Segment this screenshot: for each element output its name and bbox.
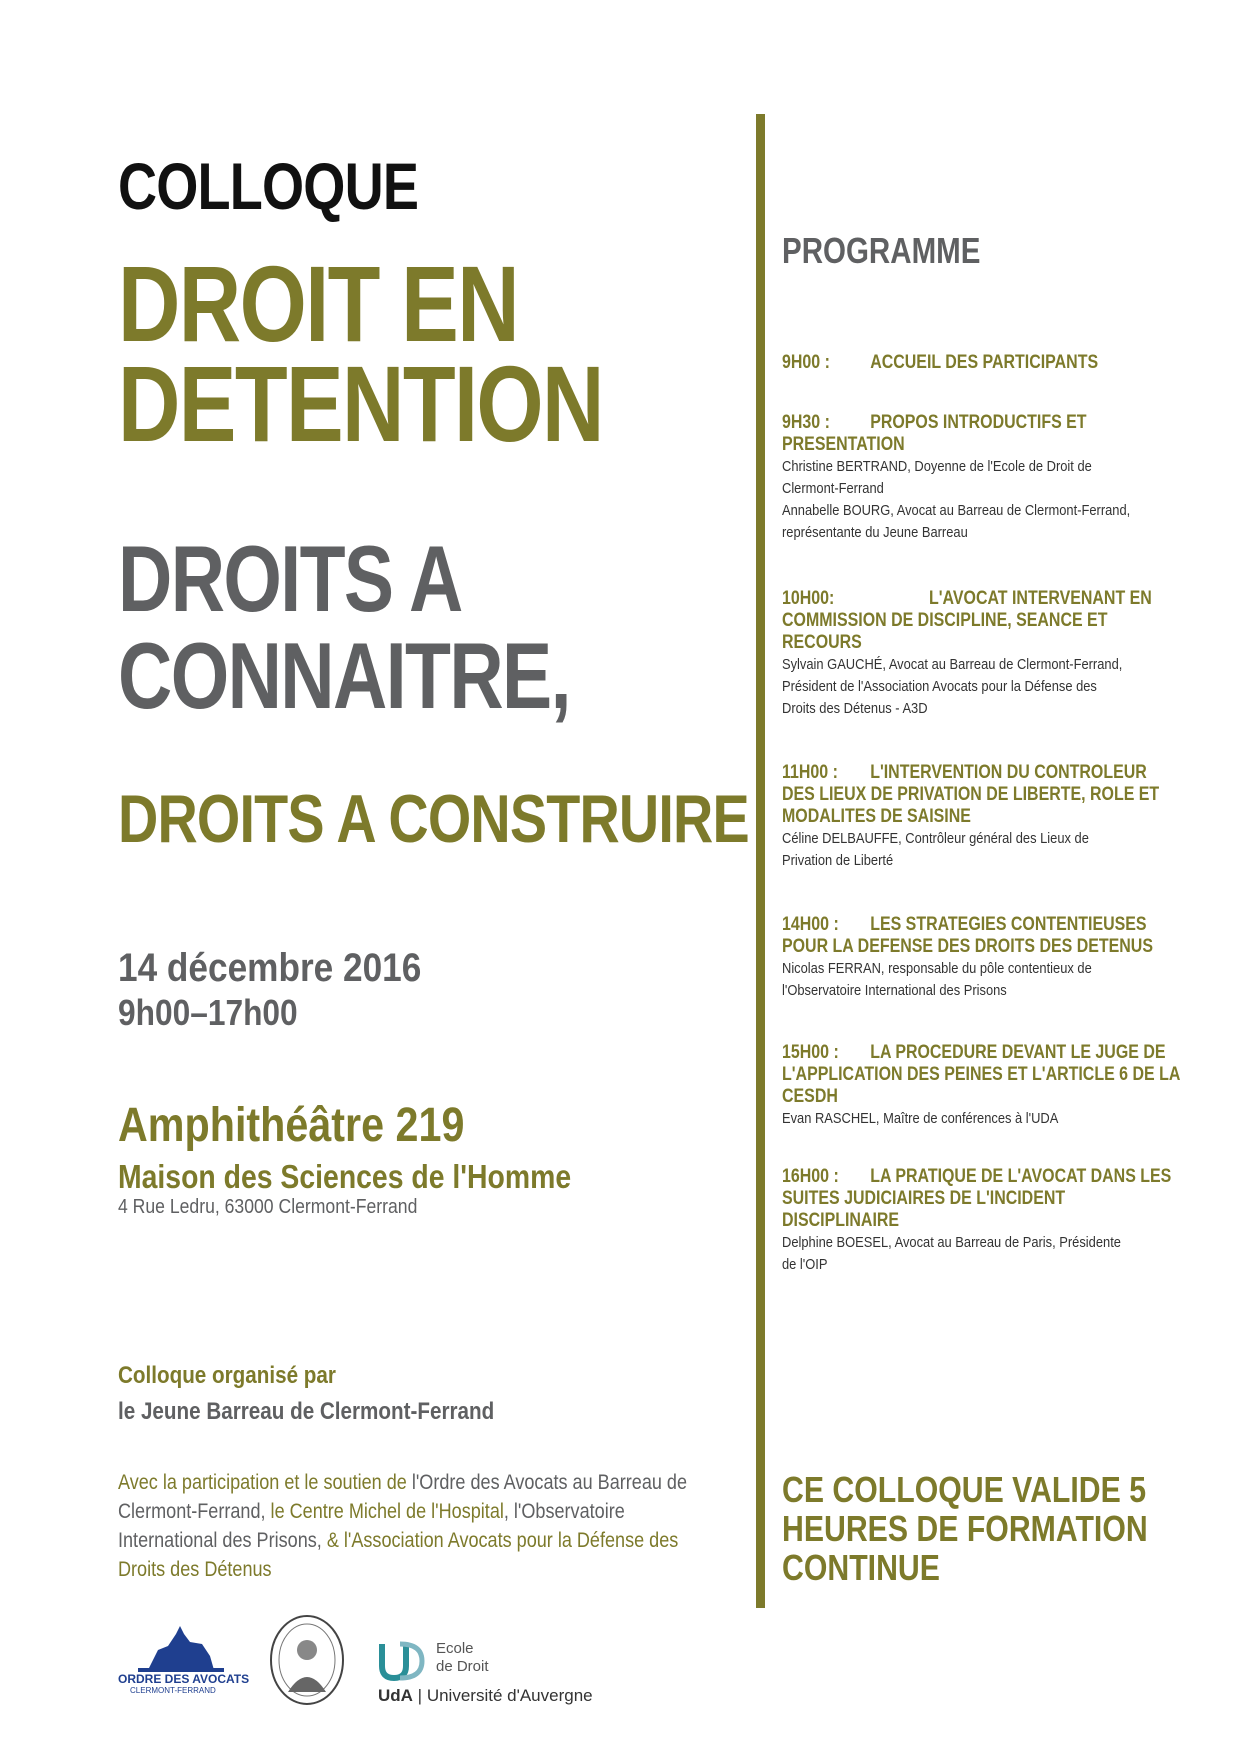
item-head-line [782,914,1152,936]
main-title-line-2: DETENTION [118,343,603,464]
programme-item-1100 [782,762,1222,872]
programme-item-1500 [782,1042,1222,1130]
item-time: 11H00 : [782,762,838,783]
organizer-label: Colloque organisé par [118,1362,336,1389]
support-paragraph [118,1468,758,1584]
item-head-line [782,412,1152,434]
event-hours: 9h00–17h00 [118,992,298,1033]
support-line-4: Droits des Détenus [118,1558,272,1581]
item-speaker: Delphine BOESEL, Avocat au Barreau de Paris, Présidente [782,1234,1121,1251]
item-title: L'APPLICATION DES PEINES ET L'ARTICLE 6 DE LA [782,1064,1181,1085]
item-title: DISCIPLINAIRE [782,1210,900,1231]
uda-short: UdA [378,1686,413,1705]
item-time: 9H30 : [782,412,830,433]
validation-line: HEURES DE FORMATION [782,1508,1148,1549]
ordre-label: ORDRE DES AVOCATS [118,1672,250,1686]
support-line-1 [118,1468,688,1497]
item-time: 9H00 : [782,352,830,373]
support-text: Clermont-Ferrand, [118,1500,271,1523]
support-text: International des Prisons, [118,1529,327,1552]
support-text: le Centre Michel de l'Hospital [270,1500,504,1523]
programme-item-1600 [782,1166,1222,1276]
item-speaker: Sylvain GAUCHÉ, Avocat au Barreau de Clermont-Ferrand, [782,656,1123,673]
programme-title: PROGRAMME [782,230,981,271]
item-title: SUITES JUDICIAIRES DE L'INCIDENT [782,1188,1066,1209]
support-line-2 [118,1497,668,1526]
item-time: 15H00 : [782,1042,839,1063]
subtitle [118,526,570,728]
colloque-label: COLLOQUE [118,149,419,223]
validation-line: CE COLLOQUE VALIDE 5 [782,1469,1147,1510]
organizer-name: le Jeune Barreau de Clermont-Ferrand [118,1398,495,1425]
ordre-avocats-logo [118,1620,250,1695]
horse-statue-icon [118,1620,238,1672]
item-speaker: l'Observatoire International des Prisons [782,982,1007,999]
main-title-line-1: DROIT EN [118,243,519,364]
item-head-line [782,762,1152,784]
item-title: PROPOS INTRODUCTIFS ET [870,412,1087,433]
subtitle-line-1: DROITS A [118,526,462,631]
ordre-city: CLERMONT-FERRAND [130,1686,216,1695]
item-title: COMMISSION DE DISCIPLINE, SEANCE ET [782,610,1108,631]
item-speaker: Céline DELBAUFFE, Contrôleur général des Lieux de [782,830,1089,847]
item-speaker: représentante du Jeune Barreau [782,524,968,541]
programme-item-0930 [782,412,1222,544]
programme-item-1000 [782,588,1222,720]
item-speaker: Président de l'Association Avocats pour la Défense des [782,678,1097,695]
item-title: DES LIEUX DE PRIVATION DE LIBERTE, ROLE ET [782,784,1160,805]
programme-item-0900 [782,352,1222,374]
item-speaker: Droits des Détenus - A3D [782,700,928,717]
item-title: LA PROCEDURE DEVANT LE JUGE DE [870,1042,1166,1063]
item-speaker: Annabelle BOURG, Avocat au Barreau de Clermont-Ferrand, [782,502,1131,519]
item-title: L'AVOCAT INTERVENANT EN [929,588,1152,609]
event-venue: Amphithéâtre 219 [118,1099,465,1152]
item-title: PRESENTATION [782,434,905,455]
item-speaker: Christine BERTRAND, Doyenne de l'Ecole de Droit de [782,458,1092,475]
item-speaker: Clermont-Ferrand [782,480,884,497]
support-text: l'Ordre des Avocats au Barreau de [411,1471,688,1494]
medallion-portrait-icon [268,1612,346,1708]
item-title: CESDH [782,1086,838,1107]
item-speaker: Evan RASCHEL, Maître de conférences à l'UDA [782,1110,1059,1127]
support-line-3 [118,1526,679,1555]
item-title: RECOURS [782,632,862,653]
item-speaker: Privation de Liberté [782,852,894,869]
support-text: , l'Observatoire [503,1500,625,1523]
item-head-line [782,352,1152,374]
uda-full: Université d'Auvergne [426,1686,593,1705]
event-building: Maison des Sciences de l'Homme [118,1158,572,1195]
item-title: LA PRATIQUE DE L'AVOCAT DANS LES [870,1166,1172,1187]
item-time: 16H00 : [782,1166,839,1187]
validation-line: CONTINUE [782,1547,940,1588]
support-text: Avec la participation et le soutien de [118,1471,412,1494]
formation-validation [782,1470,1217,1587]
uda-mark-icon [378,1640,430,1682]
uda-wordmark: UdA | Université d'Auvergne [378,1686,593,1705]
column-divider [756,114,765,1608]
item-speaker: Nicolas FERRAN, responsable du pôle contentieux de [782,960,1092,977]
ecole-line-2: de Droit [436,1658,489,1675]
item-title: POUR LA DEFENSE DES DROITS DES DETENUS [782,936,1153,957]
event-date: 14 décembre 2016 [118,946,422,990]
item-head-line [782,1042,1166,1064]
main-title [118,243,603,464]
item-time: 14H00 : [782,914,839,935]
uda-ecole-droit-logo [378,1640,618,1710]
item-title: L'INTERVENTION DU CONTROLEUR [870,762,1147,783]
item-head-line [782,1166,1172,1188]
item-speaker: de l'OIP [782,1256,828,1273]
item-head-line [782,588,1152,610]
item-time: 10H00: [782,588,835,609]
item-title: LES STRATEGIES CONTENTIEUSES [870,914,1147,935]
programme-item-1400 [782,914,1222,1002]
item-title: ACCUEIL DES PARTICIPANTS [870,352,1099,373]
support-text: & l'Association Avocats pour la Défense des [326,1529,679,1552]
ecole-line-1: Ecole [436,1640,474,1657]
centre-michel-hospital-seal [268,1612,346,1708]
subtitle-line-2: CONNAITRE, [118,623,570,728]
subtitle-line-3: DROITS A CONSTRUIRE [118,781,749,857]
item-title: MODALITES DE SAISINE [782,806,971,827]
event-address: 4 Rue Ledru, 63000 Clermont-Ferrand [118,1196,418,1218]
